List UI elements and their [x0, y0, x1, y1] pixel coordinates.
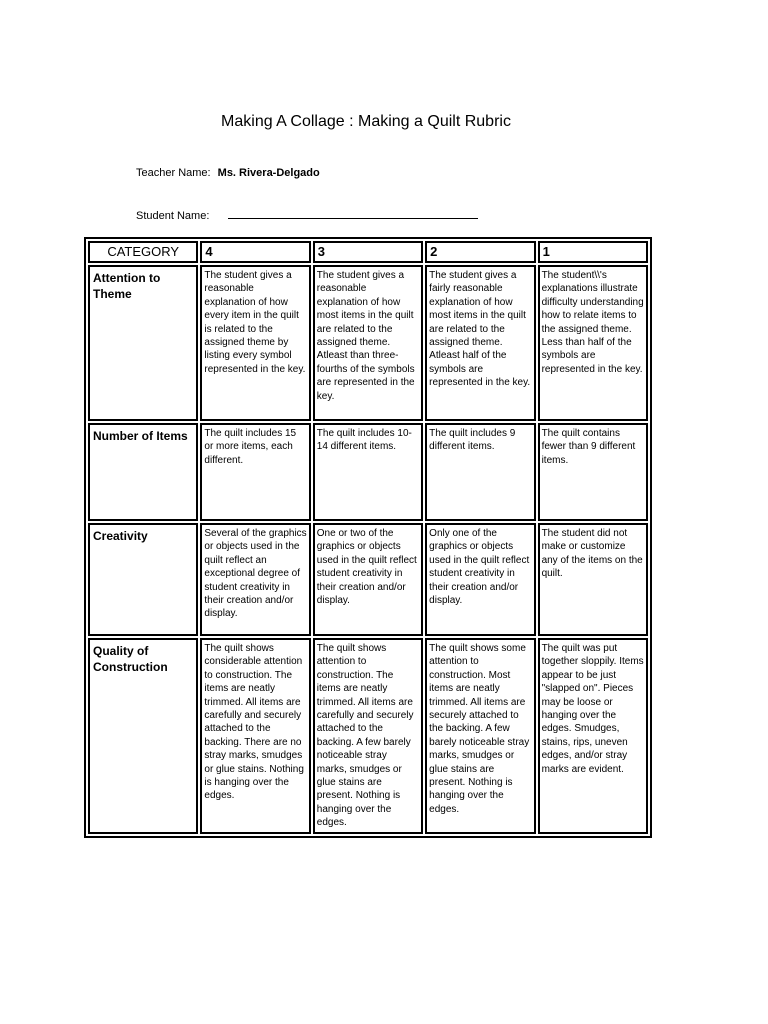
table-row — [88, 423, 648, 521]
teacher-label: Teacher Name: — [136, 167, 211, 179]
criteria-cell: The student\\'s explanations illustrate difficulty understanding how to relate items to the assigned theme. Less than half of the symbols are represented in the key. — [538, 265, 648, 421]
criteria-cell: Several of the graphics or objects used in the quilt reflect an exceptional degree of student creativity in their creation and/or display. — [200, 523, 310, 636]
category-cell: Creativity — [88, 523, 198, 636]
criteria-cell: Only one of the graphics or objects used in the quilt reflect student creativity in their creation and/or display. — [425, 523, 535, 636]
header-score-4: 4 — [200, 241, 310, 263]
student-label: Student Name: — [136, 210, 210, 222]
table-row — [88, 523, 648, 636]
document-title: Making A Collage : Making a Quilt Rubric — [221, 113, 511, 130]
student-name-blank — [228, 208, 478, 219]
criteria-cell: The quilt includes 9 different items. — [425, 423, 535, 521]
category-cell: Quality of Construction — [88, 638, 198, 834]
header-category: CATEGORY — [88, 241, 198, 263]
header-score-1: 1 — [538, 241, 648, 263]
category-cell: Attention to Theme — [88, 265, 198, 421]
rubric-table — [86, 239, 650, 836]
criteria-cell: The student did not make or customize any of the items on the quilt. — [538, 523, 648, 636]
header-score-2: 2 — [425, 241, 535, 263]
teacher-name: Ms. Rivera-Delgado — [217, 167, 320, 179]
criteria-cell: The quilt shows considerable attention to construction. The items are neatly trimmed. All items are carefully and securely attached to the backing. There are no stray marks, smudges or glue stains. Nothing is hanging over the edges. — [200, 638, 310, 834]
criteria-cell: The quilt shows attention to construction. The items are neatly trimmed. All items are carefully and securely attached to the backing. A few barely noticeable stray marks, smudges or glue stains are present. Nothing is hanging over the edges. — [313, 638, 423, 834]
teacher-line — [136, 167, 320, 179]
criteria-cell: The student gives a reasonable explanation of how every item in the quilt is related to the assigned theme by listing every symbol represented in the key. — [200, 265, 310, 421]
table-row — [88, 638, 648, 834]
criteria-cell: The quilt includes 15 or more items, each different. — [200, 423, 310, 521]
rubric-table-frame — [84, 237, 652, 838]
category-cell: Number of Items — [88, 423, 198, 521]
student-line — [136, 208, 478, 222]
criteria-cell: The quilt was put together sloppily. Items appear to be just "slapped on". Pieces may be loose or hanging over the edges. Smudges, stains, rips, uneven edges, and/or stray marks are evident. — [538, 638, 648, 834]
header-row — [88, 241, 648, 263]
criteria-cell: The student gives a fairly reasonable explanation of how most items in the quilt are related to the assigned theme. Atleast half of the symbols are represented in the key. — [425, 265, 535, 421]
criteria-cell: One or two of the graphics or objects used in the quilt reflect student creativity in their creation and/or display. — [313, 523, 423, 636]
criteria-cell: The quilt contains fewer than 9 different items. — [538, 423, 648, 521]
header-score-3: 3 — [313, 241, 423, 263]
criteria-cell: The quilt shows some attention to construction. Most items are neatly trimmed. All items are securely attached to the backing. A few barely noticeable stray marks, smudges or glue stains are present. Nothing is hanging over the edges. — [425, 638, 535, 834]
criteria-cell: The quilt includes 10-14 different items. — [313, 423, 423, 521]
table-row — [88, 265, 648, 421]
criteria-cell: The student gives a reasonable explanation of how most items in the quilt are related to the assigned theme. Atleast than three-fourths of the symbols are represented in the key. — [313, 265, 423, 421]
